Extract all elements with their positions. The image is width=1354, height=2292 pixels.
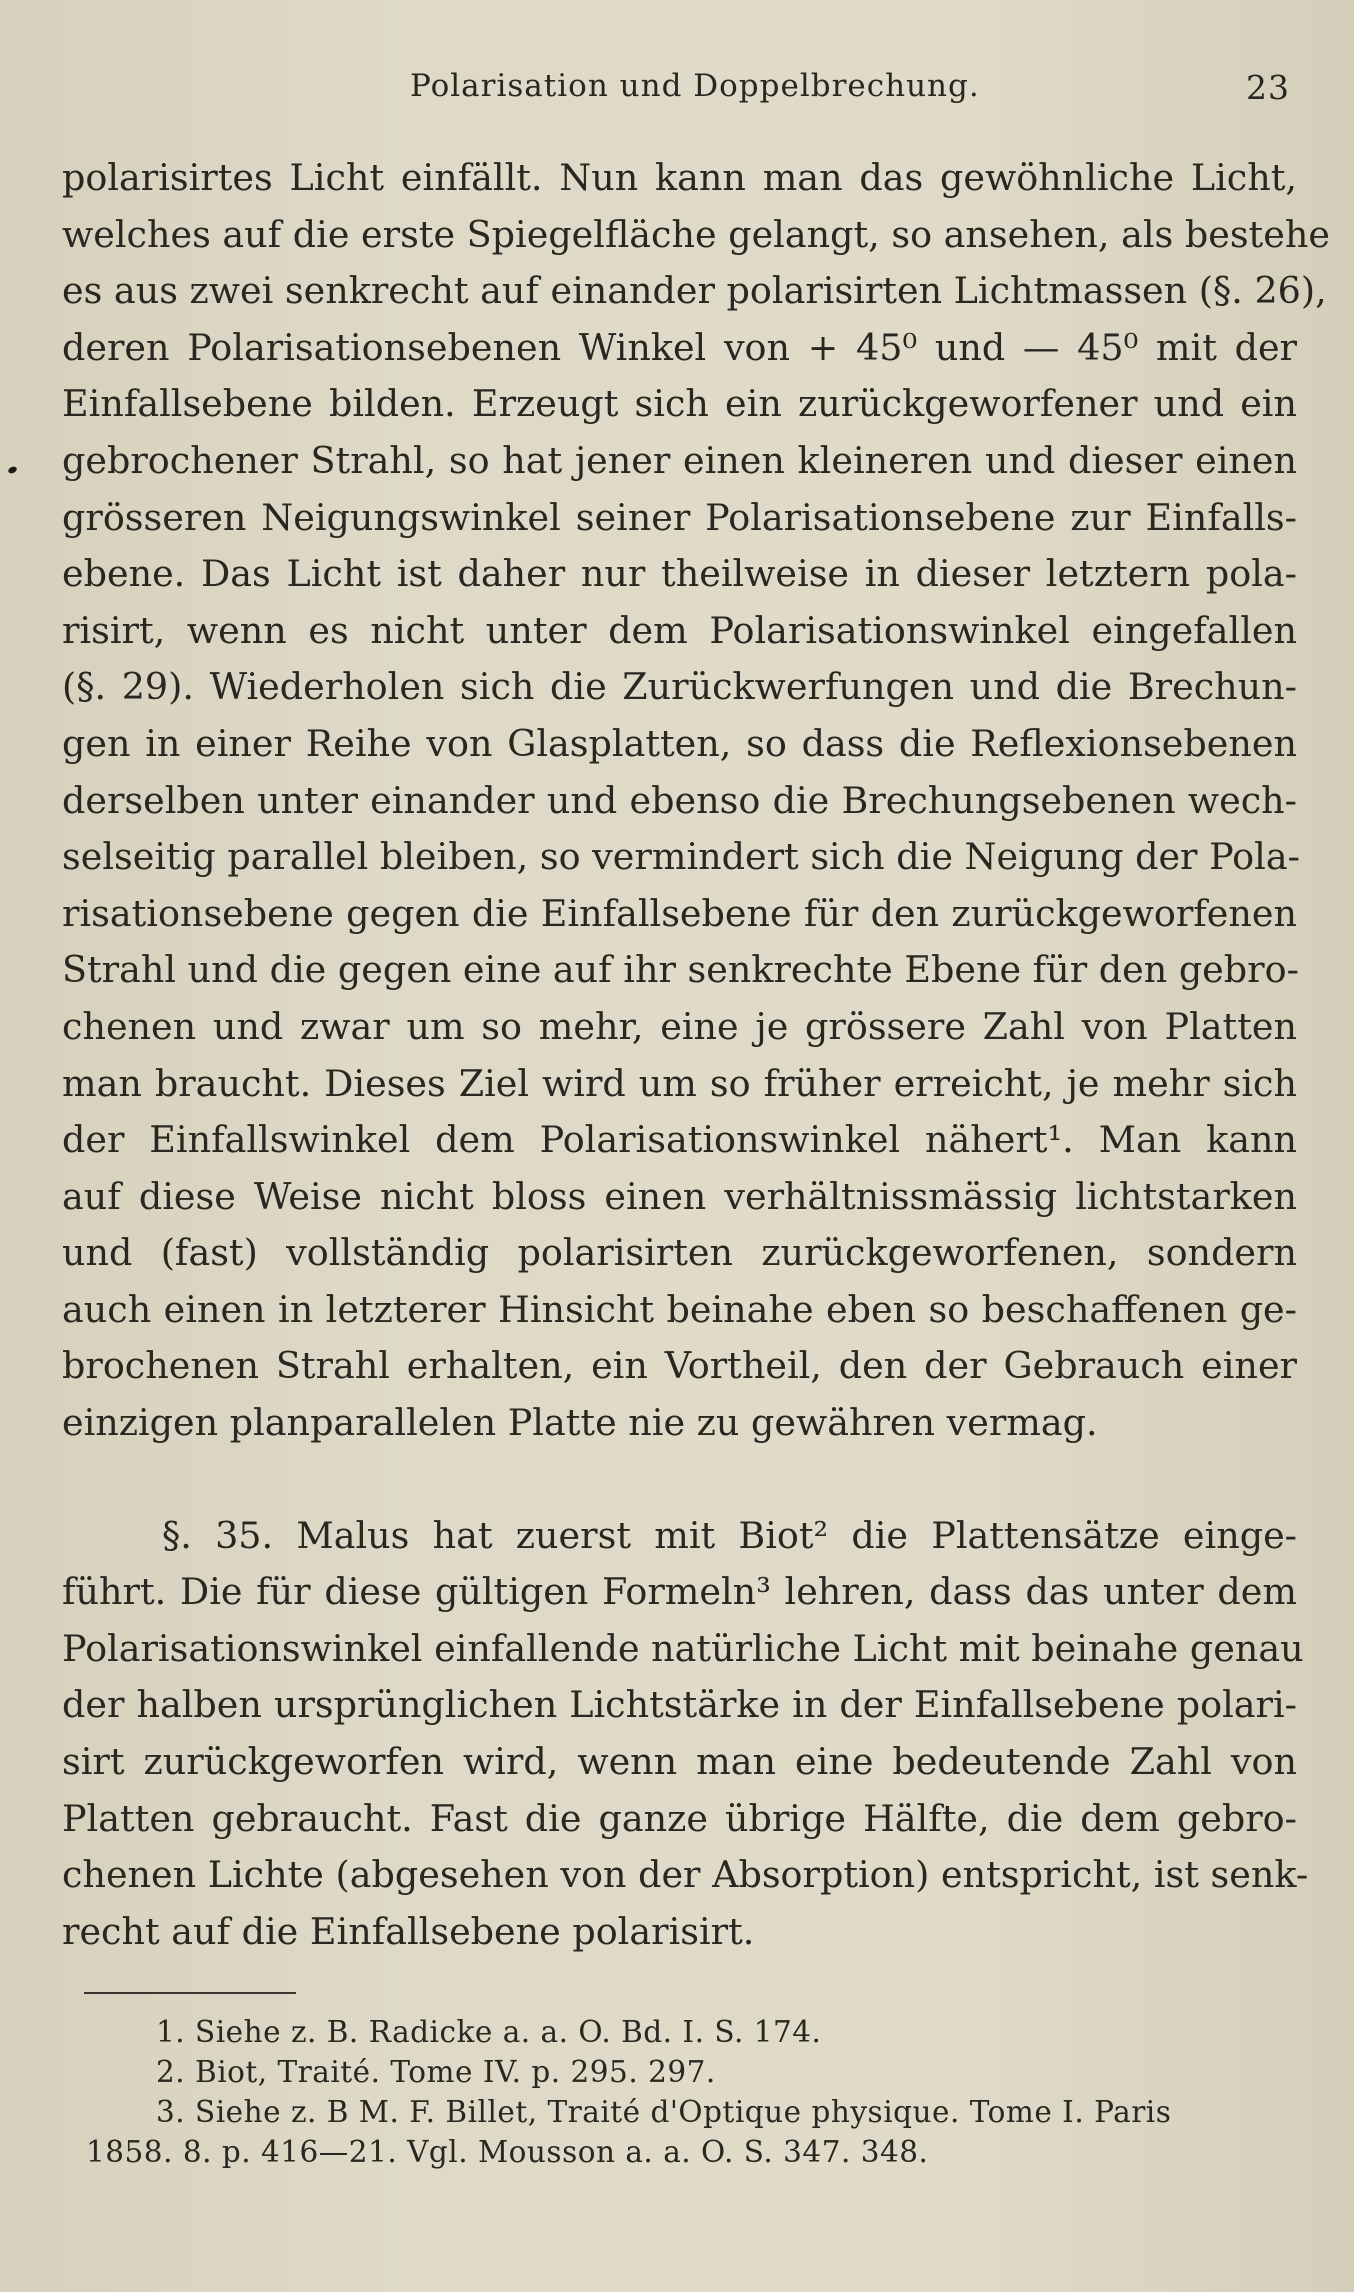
text-line: polarisirtes Licht einfällt. Nun kann man das gewöhnliche Licht, xyxy=(62,156,1297,199)
text-line: risationsebene gegen die Einfallsebene für den zurückgeworfenen xyxy=(62,891,1297,935)
footnote-1: 1. Siehe z. B. Radicke a. a. O. Bd. I. S. 174. xyxy=(156,2015,822,2049)
page-header xyxy=(0,64,1354,112)
footnote-divider xyxy=(84,1992,296,1994)
text-line: man braucht. Dieses Ziel wird um so früher erreicht, je mehr sich xyxy=(62,1061,1297,1105)
text-line: risirt, wenn es nicht unter dem Polarisationswinkel eingefallen xyxy=(62,608,1297,652)
footnotes xyxy=(86,2012,1314,2172)
text-line: recht auf die Einfallsebene polarisirt. xyxy=(62,1909,755,1953)
text-line: der Einfallswinkel dem Polarisationswinkel nähert¹. Man kann xyxy=(62,1118,1297,1162)
paragraph-2 xyxy=(62,1508,1309,1961)
running-title: Polarisation und Doppelbrechung. xyxy=(410,68,980,104)
text-line: einzigen planparallelen Platte nie zu gewähren vermag. xyxy=(62,1401,1098,1445)
paragraph-gap xyxy=(62,1452,1297,1508)
text-line: sirt zurückgeworfen wird, wenn man eine bedeutende Zahl von xyxy=(62,1740,1297,1784)
text-line: (§. 29). Wiederholen sich die Zurückwerfungen und die Brechun- xyxy=(62,665,1297,709)
text-line: und (fast) vollständig polarisirten zurückgeworfenen, sondern xyxy=(62,1231,1297,1275)
margin-ink-mark xyxy=(7,465,18,474)
text-line: es aus zwei senkrecht auf einander polarisirten Lichtmassen (§. 26), xyxy=(62,269,1327,313)
text-line: Strahl und die gegen eine auf ihr senkrechte Ebene für den gebro- xyxy=(62,948,1299,992)
section-heading-line: §. 35. Malus hat zuerst mit Biot² die Plattensätze einge- xyxy=(162,1513,1297,1557)
text-line: Einfallsebene bilden. Erzeugt sich ein zurückgeworfener und ein xyxy=(62,382,1297,426)
text-line: selseitig parallel bleiben, so vermindert sich die Neigung der Pola- xyxy=(62,835,1300,879)
page-number: 23 xyxy=(1246,68,1290,107)
text-line: führt. Die für diese gültigen Formeln³ lehren, dass das unter dem xyxy=(62,1570,1297,1614)
text-line: gebrochener Strahl, so hat jener einen kleineren und dieser einen xyxy=(62,438,1297,482)
footnote-3-continued: 1858. 8. p. 416—21. Vgl. Mousson a. a. O. S. 347. 348. xyxy=(86,2135,929,2169)
text-line: Polarisationswinkel einfallende natürliche Licht mit beinahe genau xyxy=(62,1626,1304,1670)
footnote-3: 3. Siehe z. B M. F. Billet, Traité d'Optique physique. Tome I. Paris xyxy=(156,2095,1172,2129)
text-line: chenen und zwar um so mehr, eine je grössere Zahl von Platten xyxy=(62,1004,1297,1048)
text-line: chenen Lichte (abgesehen von der Absorption) entspricht, ist senk- xyxy=(62,1853,1309,1897)
paragraph-1 xyxy=(62,150,1330,1452)
text-line: derselben unter einander und ebenso die Brechungsebenen wech- xyxy=(62,778,1297,822)
text-line: brochenen Strahl erhalten, ein Vortheil, den der Gebrauch einer xyxy=(62,1344,1297,1388)
text-line: gen in einer Reihe von Glasplatten, so dass die Reflexionsebenen xyxy=(62,721,1297,765)
text-line: auch einen in letzterer Hinsicht beinahe eben so beschaffenen ge- xyxy=(62,1287,1297,1331)
text-line: Platten gebraucht. Fast die ganze übrige Hälfte, die dem gebro- xyxy=(62,1796,1297,1840)
text-line: welches auf die erste Spiegelfläche gelangt, so ansehen, als bestehe xyxy=(62,212,1330,256)
text-line: grösseren Neigungswinkel seiner Polarisationsebene zur Einfalls- xyxy=(62,495,1297,539)
text-line: auf diese Weise nicht bloss einen verhältnissmässig lichtstarken xyxy=(62,1174,1297,1218)
text-line: ebene. Das Licht ist daher nur theilweise in dieser letztern pola- xyxy=(62,552,1297,596)
footnote-2: 2. Biot, Traité. Tome IV. p. 295. 297. xyxy=(156,2055,716,2089)
text-line: der halben ursprünglichen Lichtstärke in der Einfallsebene polari- xyxy=(62,1683,1297,1727)
text-line: deren Polarisationsebenen Winkel von + 45⁰ und — 45⁰ mit der xyxy=(62,325,1297,369)
body-text xyxy=(62,150,1330,1960)
